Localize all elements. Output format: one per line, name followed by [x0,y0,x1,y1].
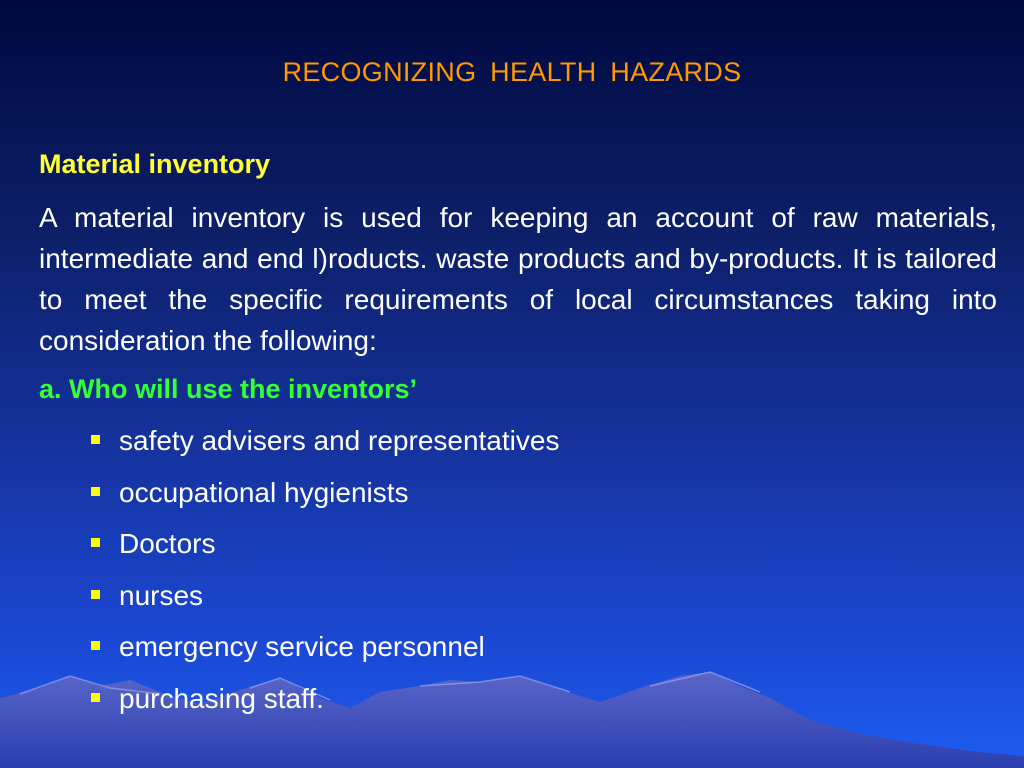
list-item [91,681,559,733]
section-heading: Material inventory [39,149,271,179]
list-item [91,526,559,578]
square-bullet-icon [91,487,100,496]
list-item [91,423,559,475]
list-item [91,629,559,681]
list-item-text: purchasing staff. [119,682,324,714]
sub-heading: a. Who will use the inventors’ [39,374,418,404]
list-item [91,578,559,630]
list-item [91,475,559,527]
body-paragraph: A material inventory is used for keeping an account of raw materials, intermediate and end l)roducts. waste products and by-products. It is tailored to meet the specific requirements of local circumstances taking into consideration the following: [39,202,997,356]
list-item-text: Doctors [119,528,216,559]
square-bullet-icon [91,435,100,444]
slide-title: RECOGNIZING HEALTH HAZARDS [282,57,742,87]
square-bullet-icon [91,590,100,599]
square-bullet-icon [91,538,100,547]
list-item-text: safety advisers and representatives [119,425,560,456]
bullet-list [91,423,559,732]
list-item-text: occupational hygienists [119,476,409,508]
list-item-text: nurses [119,579,204,611]
square-bullet-icon [91,641,100,650]
list-item-text: emergency service personnel [119,631,485,662]
square-bullet-icon [91,693,100,702]
